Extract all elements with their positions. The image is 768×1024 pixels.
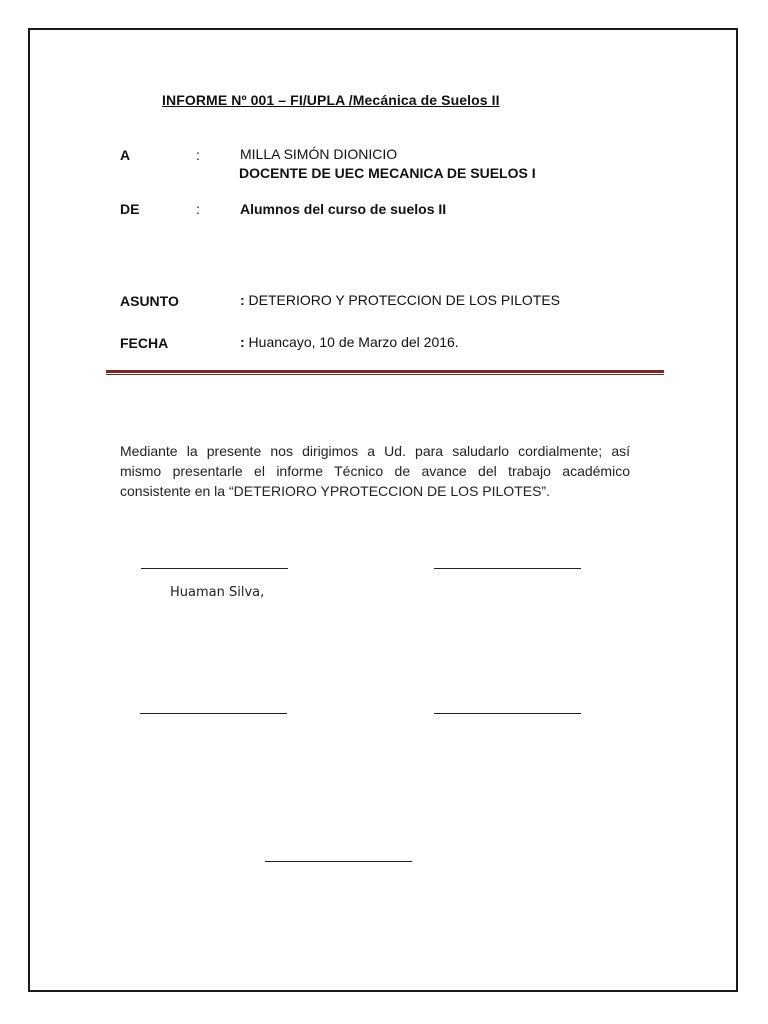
document-title: INFORME Nº 001 – FI/UPLA /Mecánica de Suelos II	[162, 92, 500, 108]
field-a-value-role: DOCENTE DE UEC MECANICA DE SUELOS I	[239, 165, 536, 181]
field-asunto-value: DETERIORO Y PROTECCION DE LOS PILOTES	[244, 292, 560, 308]
field-asunto-label: ASUNTO	[120, 293, 179, 309]
separator-thin	[106, 374, 664, 375]
field-a-value: MILLA SIMÓN DIONICIO	[240, 146, 398, 162]
body-line-3: consistente en la “DETERIORO YPROTECCION DE LOS PILOTES”.	[120, 483, 550, 499]
signature-name-1: Huaman Silva,	[170, 585, 265, 600]
field-asunto-colon: :	[240, 292, 245, 308]
field-fecha-line	[240, 334, 459, 350]
field-asunto-line	[240, 292, 560, 308]
signature-line-5	[265, 861, 412, 862]
body-line-1: Mediante la presente nos dirigimos a Ud. para saludarlo cordialmente; así	[120, 443, 630, 459]
field-fecha-value: Huancayo, 10 de Marzo del 2016.	[244, 334, 459, 350]
field-a-label: A	[120, 147, 131, 163]
signature-line-1	[141, 568, 288, 569]
field-a-colon: :	[196, 147, 200, 163]
field-de-value: Alumnos del curso de suelos II	[240, 201, 447, 217]
field-fecha-label: FECHA	[120, 335, 169, 351]
field-fecha-colon: :	[240, 334, 245, 350]
signature-line-4	[434, 713, 581, 714]
separator-thick	[106, 370, 664, 373]
field-de-label: DE	[120, 201, 140, 217]
body-paragraph	[120, 441, 630, 501]
body-line-2: mismo presentarle el informe Técnico de avance del trabajo académico	[120, 463, 630, 479]
signature-line-3	[140, 713, 287, 714]
signature-line-2	[434, 568, 581, 569]
field-de-colon: :	[196, 201, 200, 217]
